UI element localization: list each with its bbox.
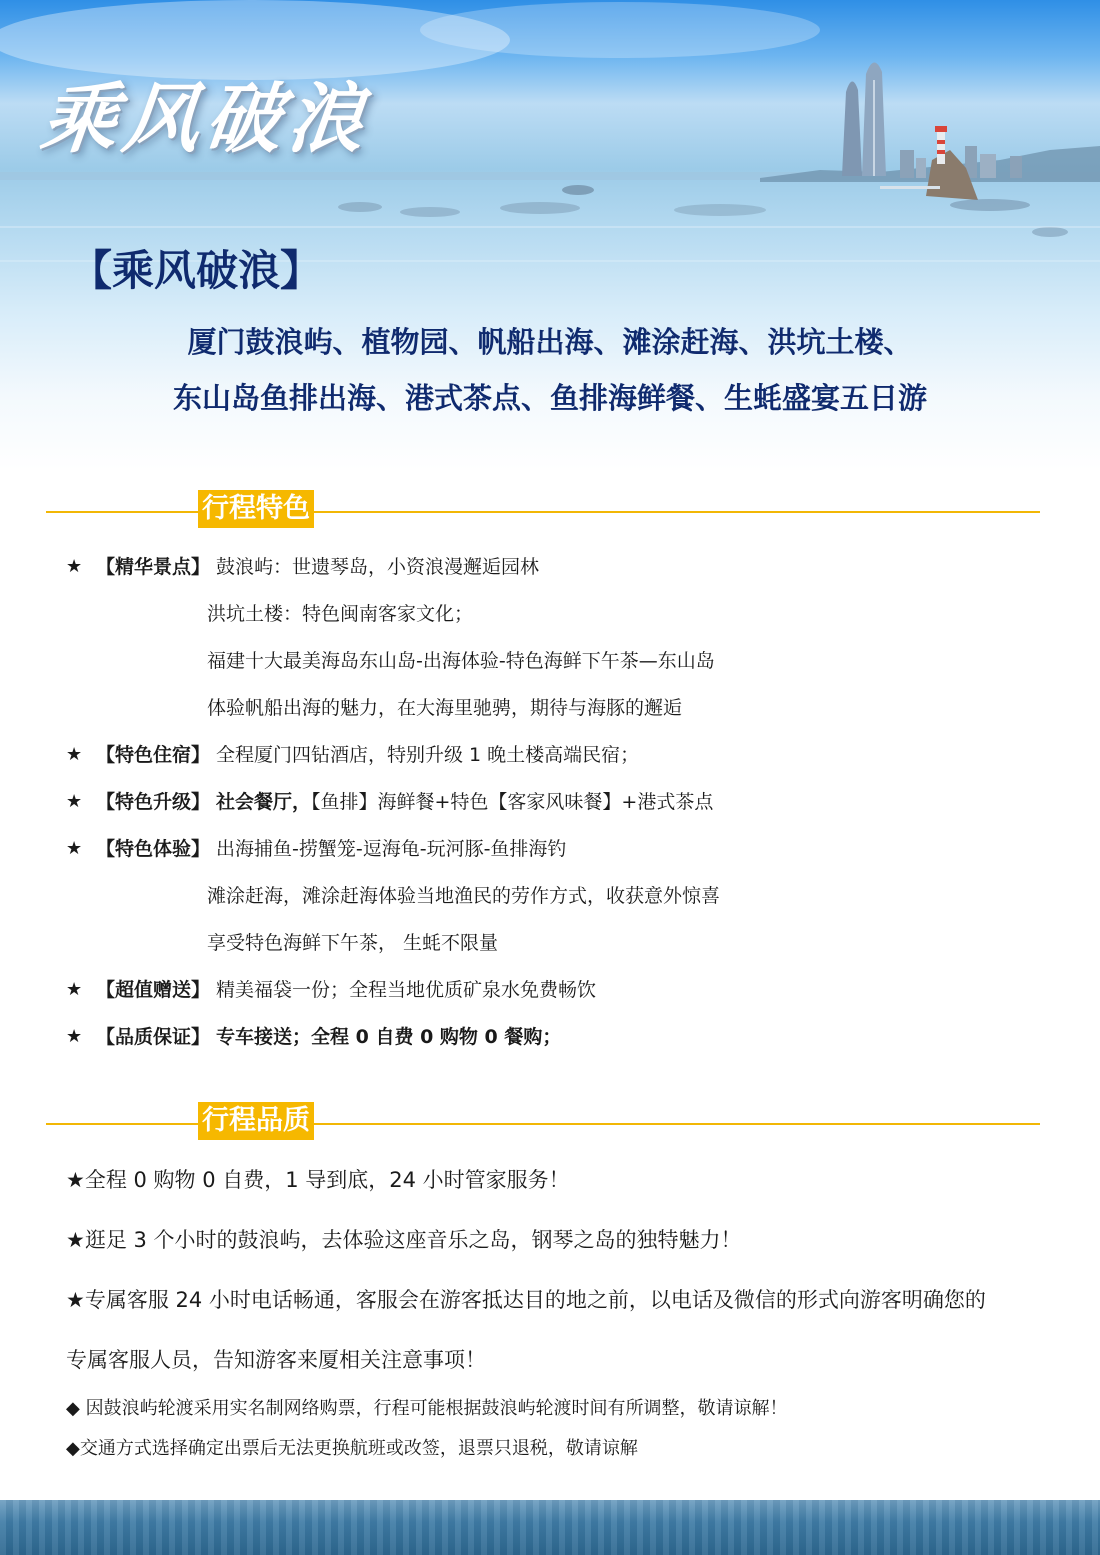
tour-subtitle-line2: 东山岛鱼排出海、港式茶点、鱼排海鲜餐、生蚝盛宴五日游 — [172, 381, 927, 415]
features-list — [66, 552, 1026, 1069]
feature-text: 【鱼排】海鲜餐+特色【客家风味餐】+港式茶点 — [311, 791, 714, 813]
feature-text: 福建十大最美海岛东山岛-出海体验-特色海鲜下午茶—东山岛 — [207, 650, 715, 672]
list-item — [66, 740, 1026, 787]
list-item — [66, 787, 1026, 834]
star-icon: ★ — [66, 744, 83, 765]
list-item — [66, 552, 1026, 599]
feature-text-group — [216, 787, 713, 817]
feature-text: 体验帆船出海的魅力，在大海里驰骋，期待与海豚的邂逅 — [207, 697, 683, 719]
list-item: ★专属客服 24 小时电话畅通，客服会在游客抵达目的地之前，以电话及微信的形式向游客明确您的 — [66, 1288, 986, 1312]
feature-tag: 【精华景点】 — [96, 556, 211, 578]
brand-logo-text: 乘风破浪 — [36, 74, 375, 163]
quality-heading: 行程品质 — [198, 1102, 314, 1140]
feature-text: 滩涂赶海，滩涂赶海体验当地渔民的劳作方式，收获意外惊喜 — [207, 885, 721, 907]
note-item: ◆ 因鼓浪屿轮渡采用实名制网络购票，行程可能根据鼓浪屿轮渡时间有所调整，敬请谅解！ — [66, 1398, 788, 1419]
quality-section-header — [46, 1102, 1040, 1142]
list-item — [66, 693, 1026, 740]
feature-text: 精美福袋一份；全程当地优质矿泉水免费畅饮 — [216, 979, 597, 1001]
star-icon: ★ — [66, 791, 83, 812]
list-item — [66, 599, 1026, 646]
list-item — [66, 646, 1026, 693]
notes-list — [66, 1392, 1056, 1472]
feature-text: 洪坑土楼：特色闽南客家文化； — [207, 603, 474, 625]
feature-text-bold: 专车接送；全程 0 自费 0 购物 0 餐购； — [216, 1026, 562, 1048]
feature-text: 鼓浪屿：世遗琴岛，小资浪漫邂逅园林 — [216, 556, 540, 578]
star-icon: ★ — [66, 979, 83, 1000]
features-section-header — [46, 490, 1040, 530]
list-item — [66, 928, 1026, 975]
feature-tag: 【特色住宿】 — [96, 744, 211, 766]
feature-text: 出海捕鱼-捞蟹笼-逗海龟-玩河豚-鱼排海钓 — [216, 838, 567, 860]
list-item — [66, 834, 1026, 881]
feature-tag: 【特色升级】 — [96, 791, 211, 813]
tour-subtitle-line1: 厦门鼓浪屿、植物园、帆船出海、滩涂赶海、洪坑土楼、 — [187, 325, 913, 359]
header-banner — [0, 0, 1100, 470]
list-item: ★全程 0 购物 0 自费，1 导到底，24 小时管家服务！ — [66, 1168, 570, 1192]
page-title: 【乘风破浪】 — [70, 246, 323, 295]
section-divider — [46, 511, 1040, 513]
quality-list — [66, 1160, 1056, 1400]
sea-footer-strip — [0, 1500, 1100, 1555]
note-item: ◆交通方式选择确定出票后无法更换航班或改签，退票只退税，敬请谅解 — [66, 1438, 638, 1459]
list-item — [66, 1022, 1026, 1069]
features-heading: 行程特色 — [198, 490, 314, 528]
list-item — [66, 881, 1026, 928]
feature-tag: 【品质保证】 — [96, 1026, 211, 1048]
section-divider — [46, 1123, 1040, 1125]
star-icon: ★ — [66, 556, 83, 577]
feature-tag: 【超值赠送】 — [96, 979, 211, 1001]
list-item — [66, 975, 1026, 1022]
list-item: ★逛足 3 个小时的鼓浪屿，去体验这座音乐之岛，钢琴之岛的独特魅力！ — [66, 1228, 742, 1252]
feature-text-bold: 社会餐厅， — [216, 791, 312, 813]
star-icon: ★ — [66, 1026, 83, 1047]
star-icon: ★ — [66, 838, 83, 859]
list-item: 专属客服人员，告知游客来厦相关注意事项！ — [66, 1348, 486, 1372]
feature-text: 享受特色海鲜下午茶， 生蚝不限量 — [207, 932, 499, 954]
feature-text: 全程厦门四钻酒店，特别升级 1 晚土楼高端民宿； — [216, 744, 640, 766]
feature-tag: 【特色体验】 — [96, 838, 211, 860]
